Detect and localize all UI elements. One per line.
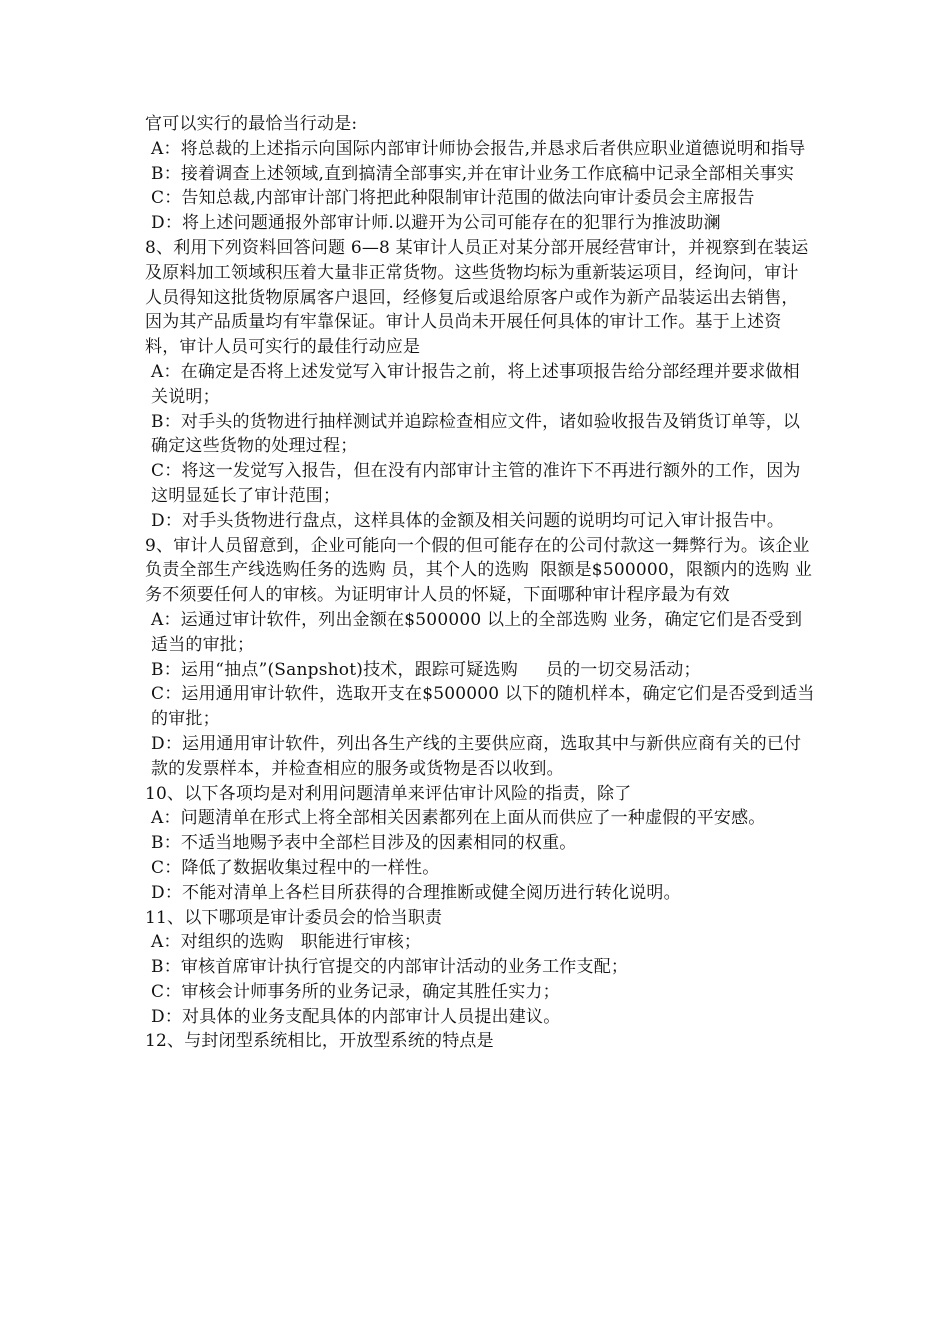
q9-option-a: A：运通过审计软件，列出金额在$500000 以上的全部选购 业务，确定它们是否受到适当的审批；: [151, 609, 803, 655]
q8-stem: 8、利用下列资料回答问题 6—8 某审计人员正对某分部开展经营审计，并视察到在装运及原料加工领域积压着大量非正常货物。这些货物均标为重新装运项目，经询问，审计人员得知这批货物原属客户退回，经修复后或退给原客户或作为新产品装运出去销售，因为其产品质量均有牢靠保证。审计人员尚未开展任何具体的审计工作。基于上述资料，审计人员可实行的最佳行动应是: [145, 237, 809, 358]
q10-option-d: D：不能对清单上各栏目所获得的合理推断或健全阅历进行转化说明。: [151, 882, 681, 903]
q8-option-a: A：在确定是否将上述发觉写入审计报告之前，将上述事项报告给分部经理并要求做相关说明；: [151, 361, 800, 407]
q11-stem: 11、以下哪项是审计委员会的恰当职责: [145, 907, 443, 928]
q8-option-d: D：对手头货物进行盘点，这样具体的金额及相关问题的说明均可记入审计报告中。: [151, 510, 785, 531]
q8-option-c: C：将这一发觉写入报告，但在没有内部审计主管的准许下不再进行额外的工作，因为这明显延长了审计范围；: [151, 461, 801, 506]
q11-option-a: A：对组织的选购 职能进行审核；: [151, 932, 422, 953]
intro-text: 官可以实行的最恰当行动是:: [145, 114, 358, 134]
q8-option-b: B：对手头的货物进行抽样测试并追踪检查相应文件，诸如验收报告及销货订单等，以确定这些货物的处理过程；: [151, 411, 801, 457]
q9-option-b: B：运用“抽点”(Sanpshot)技术，跟踪可疑选购 员的一切交易活动；: [151, 659, 701, 680]
q7-option-b: B：接着调查上述领域,直到搞清全部事实,并在审计业务工作底稿中记录全部相关事实: [151, 163, 795, 184]
q11-option-b: B：审核首席审计执行官提交的内部审计活动的业务工作支配；: [151, 957, 629, 978]
q12-stem: 12、与封闭型系统相比，开放型系统的特点是: [145, 1031, 494, 1052]
q9-stem: 9、审计人员留意到，企业可能向一个假的但可能存在的公司付款这一舞弊行为。该企业负责全部生产线选购任务的选购 员，其个人的选购 限额是$500000，限额内的选购 业务不须要任何人的审核。为证明审计人员的怀疑，下面哪种审计程序最为有效: [145, 535, 813, 606]
q11-option-d: D：对具体的业务支配具体的内部审计人员提出建议。: [151, 1006, 561, 1027]
q10-option-a: A：问题清单在形式上将全部相关因素都列在上面从而供应了一种虚假的平安感。: [151, 808, 766, 829]
q7-option-d: D：将上述问题通报外部审计师.以避开为公司可能存在的犯罪行为推波助澜: [151, 213, 721, 234]
q9-option-d: D：运用通用审计软件，列出各生产线的主要供应商，选取其中与新供应商有关的已付款的发票样本，并检查相应的服务或货物是否以收到。: [151, 733, 802, 779]
document-body: [145, 112, 815, 1054]
q7-option-a: A：将总裁的上述指示向国际内部审计师协会报告,并恳求后者供应职业道德说明和指导: [151, 138, 806, 159]
q10-option-c: C：降低了数据收集过程中的一样性。: [151, 857, 440, 878]
q11-option-c: C：审核会计师事务所的业务记录，确定其胜任实力；: [151, 981, 560, 1002]
q10-option-b: B：不适当地赐予表中全部栏目涉及的因素相同的权重。: [151, 833, 577, 854]
q10-stem: 10、以下各项均是对利用问题清单来评估审计风险的指责，除了: [145, 783, 632, 804]
q7-option-c: C：告知总裁,内部审计部门将把此种限制审计范围的做法向审计委员会主席报告: [151, 188, 755, 209]
q9-option-c: C：运用通用审计软件，选取开支在$500000 以下的随机样本，确定它们是否受到适当的审批；: [151, 684, 815, 730]
